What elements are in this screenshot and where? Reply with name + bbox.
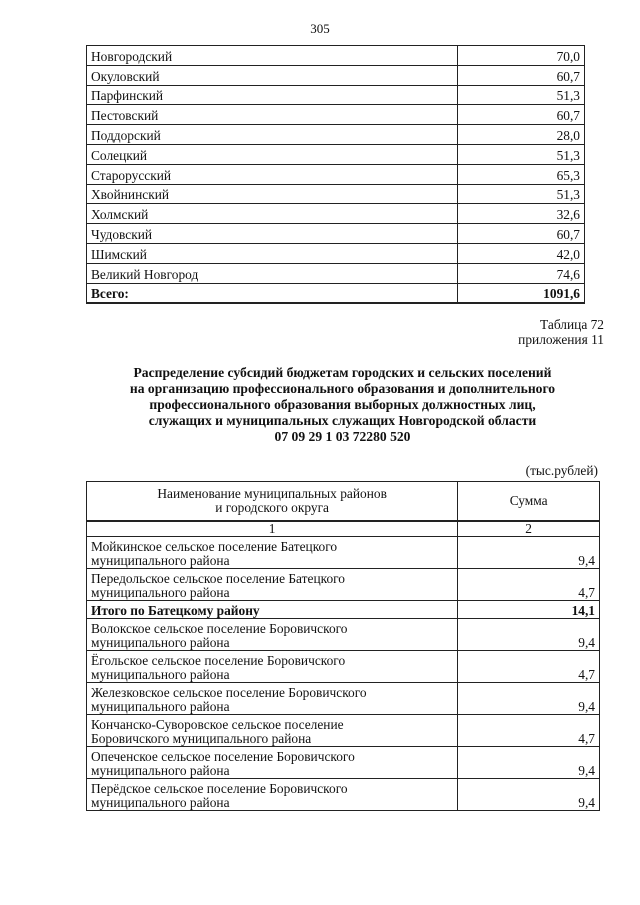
column-number: 1 (87, 521, 458, 537)
budget-code: 07 09 29 1 03 72280 520 (274, 429, 411, 444)
settlement-name-line: Перёдское сельское поселение Боровичского (91, 781, 348, 796)
table-row (87, 747, 600, 779)
district-value: 51,3 (458, 184, 585, 204)
table-row (87, 46, 585, 66)
district-value: 60,7 (458, 65, 585, 85)
subsidy-distribution-table (86, 481, 600, 811)
table-row (87, 537, 600, 569)
table-row (87, 224, 585, 244)
table-row (87, 263, 585, 283)
table-row (87, 779, 600, 811)
district-value: 51,3 (458, 85, 585, 105)
district-name: Солецкий (87, 144, 458, 164)
table-reference (518, 317, 604, 347)
header-name-line: Наименование муниципальных районов (157, 486, 387, 501)
settlement-name-line: Кончанско-Суворовское сельское поселение (91, 717, 344, 732)
district-value: 32,6 (458, 204, 585, 224)
table-heading (86, 365, 599, 445)
column-number-row (87, 521, 600, 537)
settlement-value: 9,4 (458, 747, 600, 779)
settlement-name (87, 747, 458, 779)
settlement-name (87, 683, 458, 715)
header-name-cell (87, 482, 458, 522)
district-name: Старорусский (87, 164, 458, 184)
settlement-name-line: Ёгольское сельское поселение Боровичского (91, 653, 346, 668)
settlement-name (87, 537, 458, 569)
settlement-value: 9,4 (458, 537, 600, 569)
settlement-name-line: муниципального района (91, 699, 230, 714)
heading-line: Распределение субсидий бюджетам городских и сельских поселений (133, 365, 552, 380)
settlement-name (87, 619, 458, 651)
settlement-name (87, 601, 458, 619)
settlement-name (87, 779, 458, 811)
district-name: Пестовский (87, 105, 458, 125)
settlement-value: 9,4 (458, 683, 600, 715)
settlement-value: 9,4 (458, 619, 600, 651)
district-name: Окуловский (87, 65, 458, 85)
settlement-name-line: муниципального района (91, 795, 230, 810)
table-row (87, 125, 585, 145)
appendix-number: приложения 11 (518, 332, 604, 347)
settlement-name-line: Опеченское сельское поселение Боровичского (91, 749, 355, 764)
settlement-name-line: Итого по Батецкому району (91, 603, 260, 618)
table-row (87, 105, 585, 125)
header-sum-cell: Сумма (458, 482, 600, 522)
settlement-value: 4,7 (458, 651, 600, 683)
district-name: Парфинский (87, 85, 458, 105)
heading-line: на организацию профессионального образования и дополнительного (129, 381, 556, 396)
district-value: 51,3 (458, 144, 585, 164)
table-row (87, 683, 600, 715)
district-name: Поддорский (87, 125, 458, 145)
district-value: 74,6 (458, 263, 585, 283)
table-row (87, 144, 585, 164)
district-name: Чудовский (87, 224, 458, 244)
settlement-name-line: Железковское сельское поселение Боровичского (91, 685, 367, 700)
settlement-value: 4,7 (458, 569, 600, 601)
district-value: 28,0 (458, 125, 585, 145)
table-row (87, 164, 585, 184)
settlement-name (87, 715, 458, 747)
settlement-value: 9,4 (458, 779, 600, 811)
total-row (87, 283, 585, 303)
settlement-name-line: муниципального района (91, 553, 230, 568)
subtotal-row (87, 601, 600, 619)
district-value: 60,7 (458, 105, 585, 125)
heading-line: служащих и муниципальных служащих Новгородской области (148, 413, 537, 428)
settlement-name-line: Волокское сельское поселение Боровичского (91, 621, 348, 636)
table-row (87, 569, 600, 601)
settlement-name-line: Боровичского муниципального района (91, 731, 312, 746)
settlement-name-line: муниципального района (91, 763, 230, 778)
table-row (87, 651, 600, 683)
settlement-name-line: Мойкинское сельское поселение Батецкого (91, 539, 338, 554)
table-number: Таблица 72 (540, 317, 604, 332)
table-row (87, 184, 585, 204)
district-value: 60,7 (458, 224, 585, 244)
district-name: Новгородский (87, 46, 458, 66)
district-name: Великий Новгород (87, 263, 458, 283)
header-name-line: и городского округа (215, 500, 329, 515)
district-name: Хвойнинский (87, 184, 458, 204)
settlement-value: 14,1 (458, 601, 600, 619)
table-row (87, 65, 585, 85)
district-value: 65,3 (458, 164, 585, 184)
district-name: Шимский (87, 243, 458, 263)
column-number: 2 (458, 521, 600, 537)
district-value: 42,0 (458, 243, 585, 263)
settlement-name (87, 651, 458, 683)
heading-line: профессионального образования выборных должностных лиц, (149, 397, 536, 412)
page-number: 305 (310, 21, 330, 36)
district-value: 70,0 (458, 46, 585, 66)
settlement-name (87, 569, 458, 601)
total-label: Всего: (87, 283, 458, 303)
table-row (87, 715, 600, 747)
settlement-name-line: Передольское сельское поселение Батецкого (91, 571, 345, 586)
table-header-row (87, 482, 600, 522)
districts-total-table (86, 45, 585, 304)
table-row (87, 243, 585, 263)
total-value: 1091,6 (458, 283, 585, 303)
table-row (87, 204, 585, 224)
settlement-value: 4,7 (458, 715, 600, 747)
table-row (87, 85, 585, 105)
settlement-name-line: муниципального района (91, 585, 230, 600)
table-row (87, 619, 600, 651)
district-name: Холмский (87, 204, 458, 224)
units-label: (тыс.рублей) (525, 463, 598, 478)
settlement-name-line: муниципального района (91, 635, 230, 650)
settlement-name-line: муниципального района (91, 667, 230, 682)
